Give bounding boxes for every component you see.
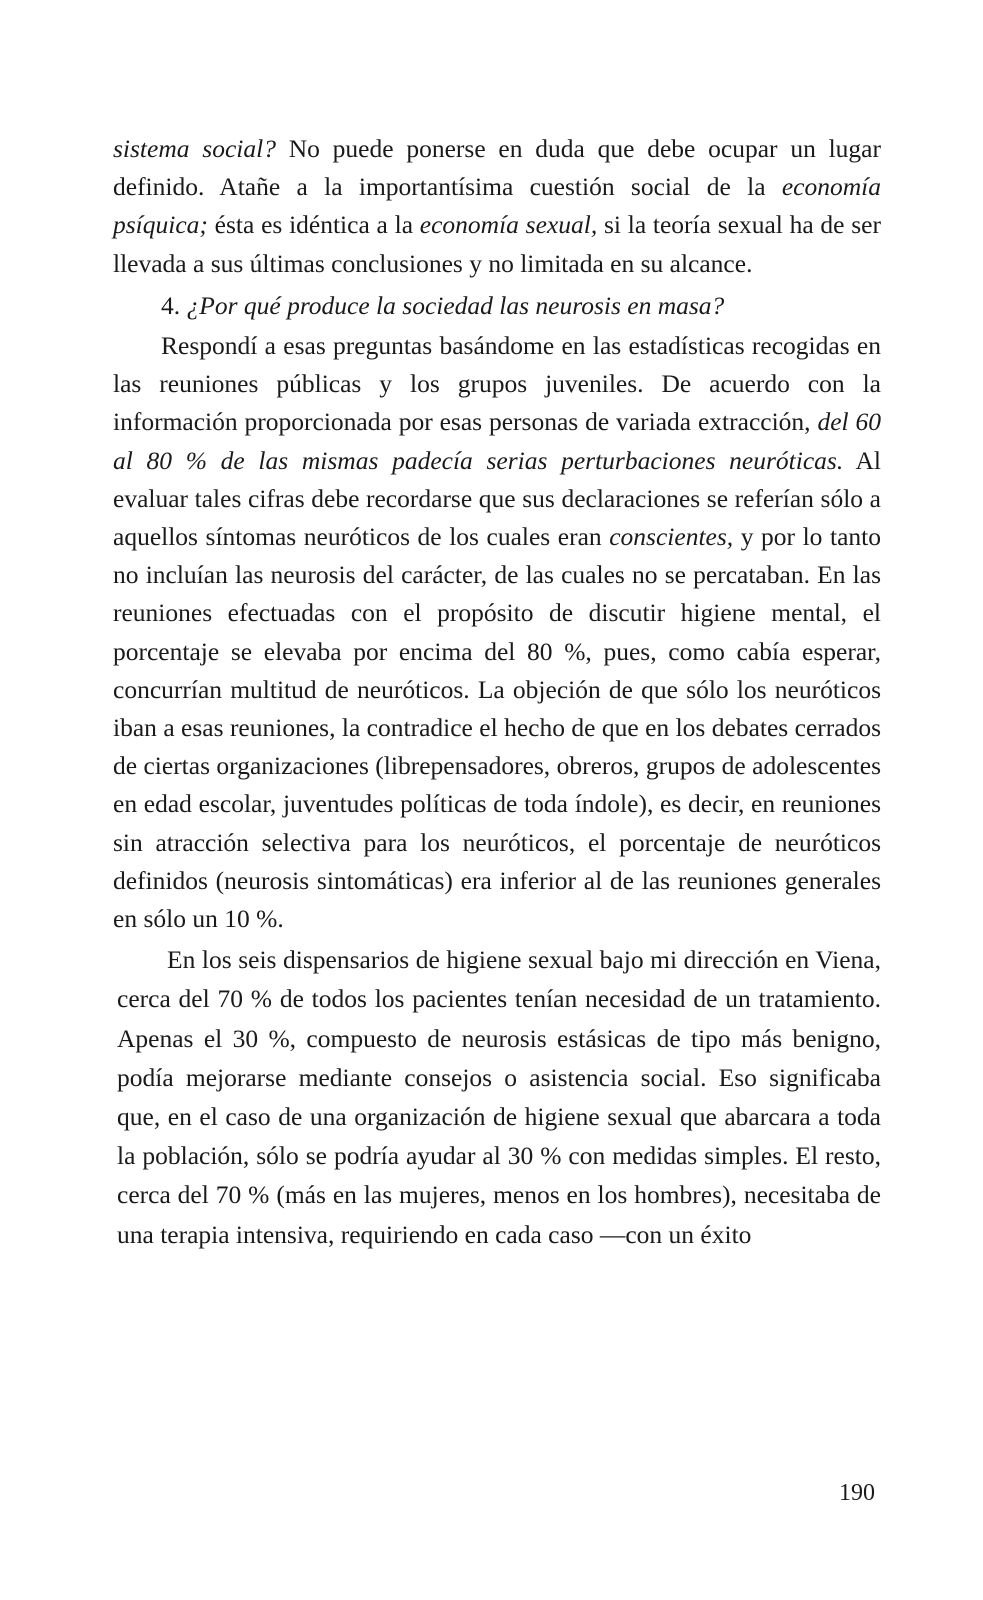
italic-phrase: economía sexual, — [419, 210, 598, 240]
text-run: No puede ponerse en duda que debe ocupar un lugar definido. Atañe a la importantísima cuestión social de la — [113, 134, 881, 202]
italic-phrase: sistema social? — [113, 134, 276, 163]
text-run: Respondí a esas preguntas basándome en las estadísticas recogidas en las reuniones públicas y los grupos juveniles. De acuerdo con la información proporcionada por esas personas de variada extracción, — [113, 331, 881, 437]
paragraph-continuation — [113, 130, 881, 283]
italic-question: ¿Por qué produce la sociedad las neurosis en masa? — [186, 290, 725, 320]
body-text — [113, 130, 881, 1254]
page-number: 190 — [839, 1480, 875, 1506]
text-run: Al evaluar tales cifras debe recordarse que sus declaraciones se referían sólo a aquellos síntomas neuróticos de los cuales eran — [113, 445, 882, 552]
paragraph-dispensaries — [113, 940, 881, 1254]
italic-phrase: conscientes, — [609, 522, 734, 552]
numbered-question — [113, 287, 881, 325]
text-run: ésta es idéntica a la — [207, 210, 420, 240]
item-number: 4. — [161, 290, 187, 320]
text-run: si la teoría sexual ha de ser llevada a sus últimas conclusiones y no limitada en su alcance. — [113, 210, 881, 278]
italic-phrase: del 60 al 80 % de las mismas padecía serias perturbaciones neuróticas. — [113, 407, 881, 475]
text-run: En los seis dispensarios de higiene sexual bajo mi dirección en Viena, cerca del 70 % de todos los pacientes tenían necesidad de un tratamiento. Apenas el 30 %, compuesto de neurosis estásicas de tipo más benigno, podía mejorarse mediante consejos o asistencia social. Eso significaba que, en el caso de una organización de higiene sexual que abarcara a toda la población, sólo se podría ayudar al 30 % con medidas simples. El resto, cerca del 70 % (más en las mujeres, menos en los hombres), necesitaba de una terapia intensiva, requiriendo en cada caso —con un éxito — [117, 945, 881, 1249]
italic-phrase: economía psíquica; — [113, 172, 881, 240]
paragraph-statistics — [113, 327, 881, 938]
text-run: y por lo tanto no incluían las neurosis del carácter, de las cuales no se percataban. En las reuniones efectuadas con el propósito de discutir higiene mental, el porcentaje se elevaba por encima del 80 %, pues, como cabía esperar, concurrían multitud de neuróticos. La objeción de que sólo los neuróticos iban a esas reuniones, la contradice el hecho de que en los debates cerrados de ciertas organizaciones (librepensadores, obreros, grupos de adolescentes en edad escolar, juventudes políticas de toda índole), es decir, en reuniones sin atracción selectiva para los neuróticos, el porcentaje de neuróticos definidos (neurosis sintomáticas) era inferior al de las reuniones generales en sólo un 10 %. — [113, 522, 881, 934]
